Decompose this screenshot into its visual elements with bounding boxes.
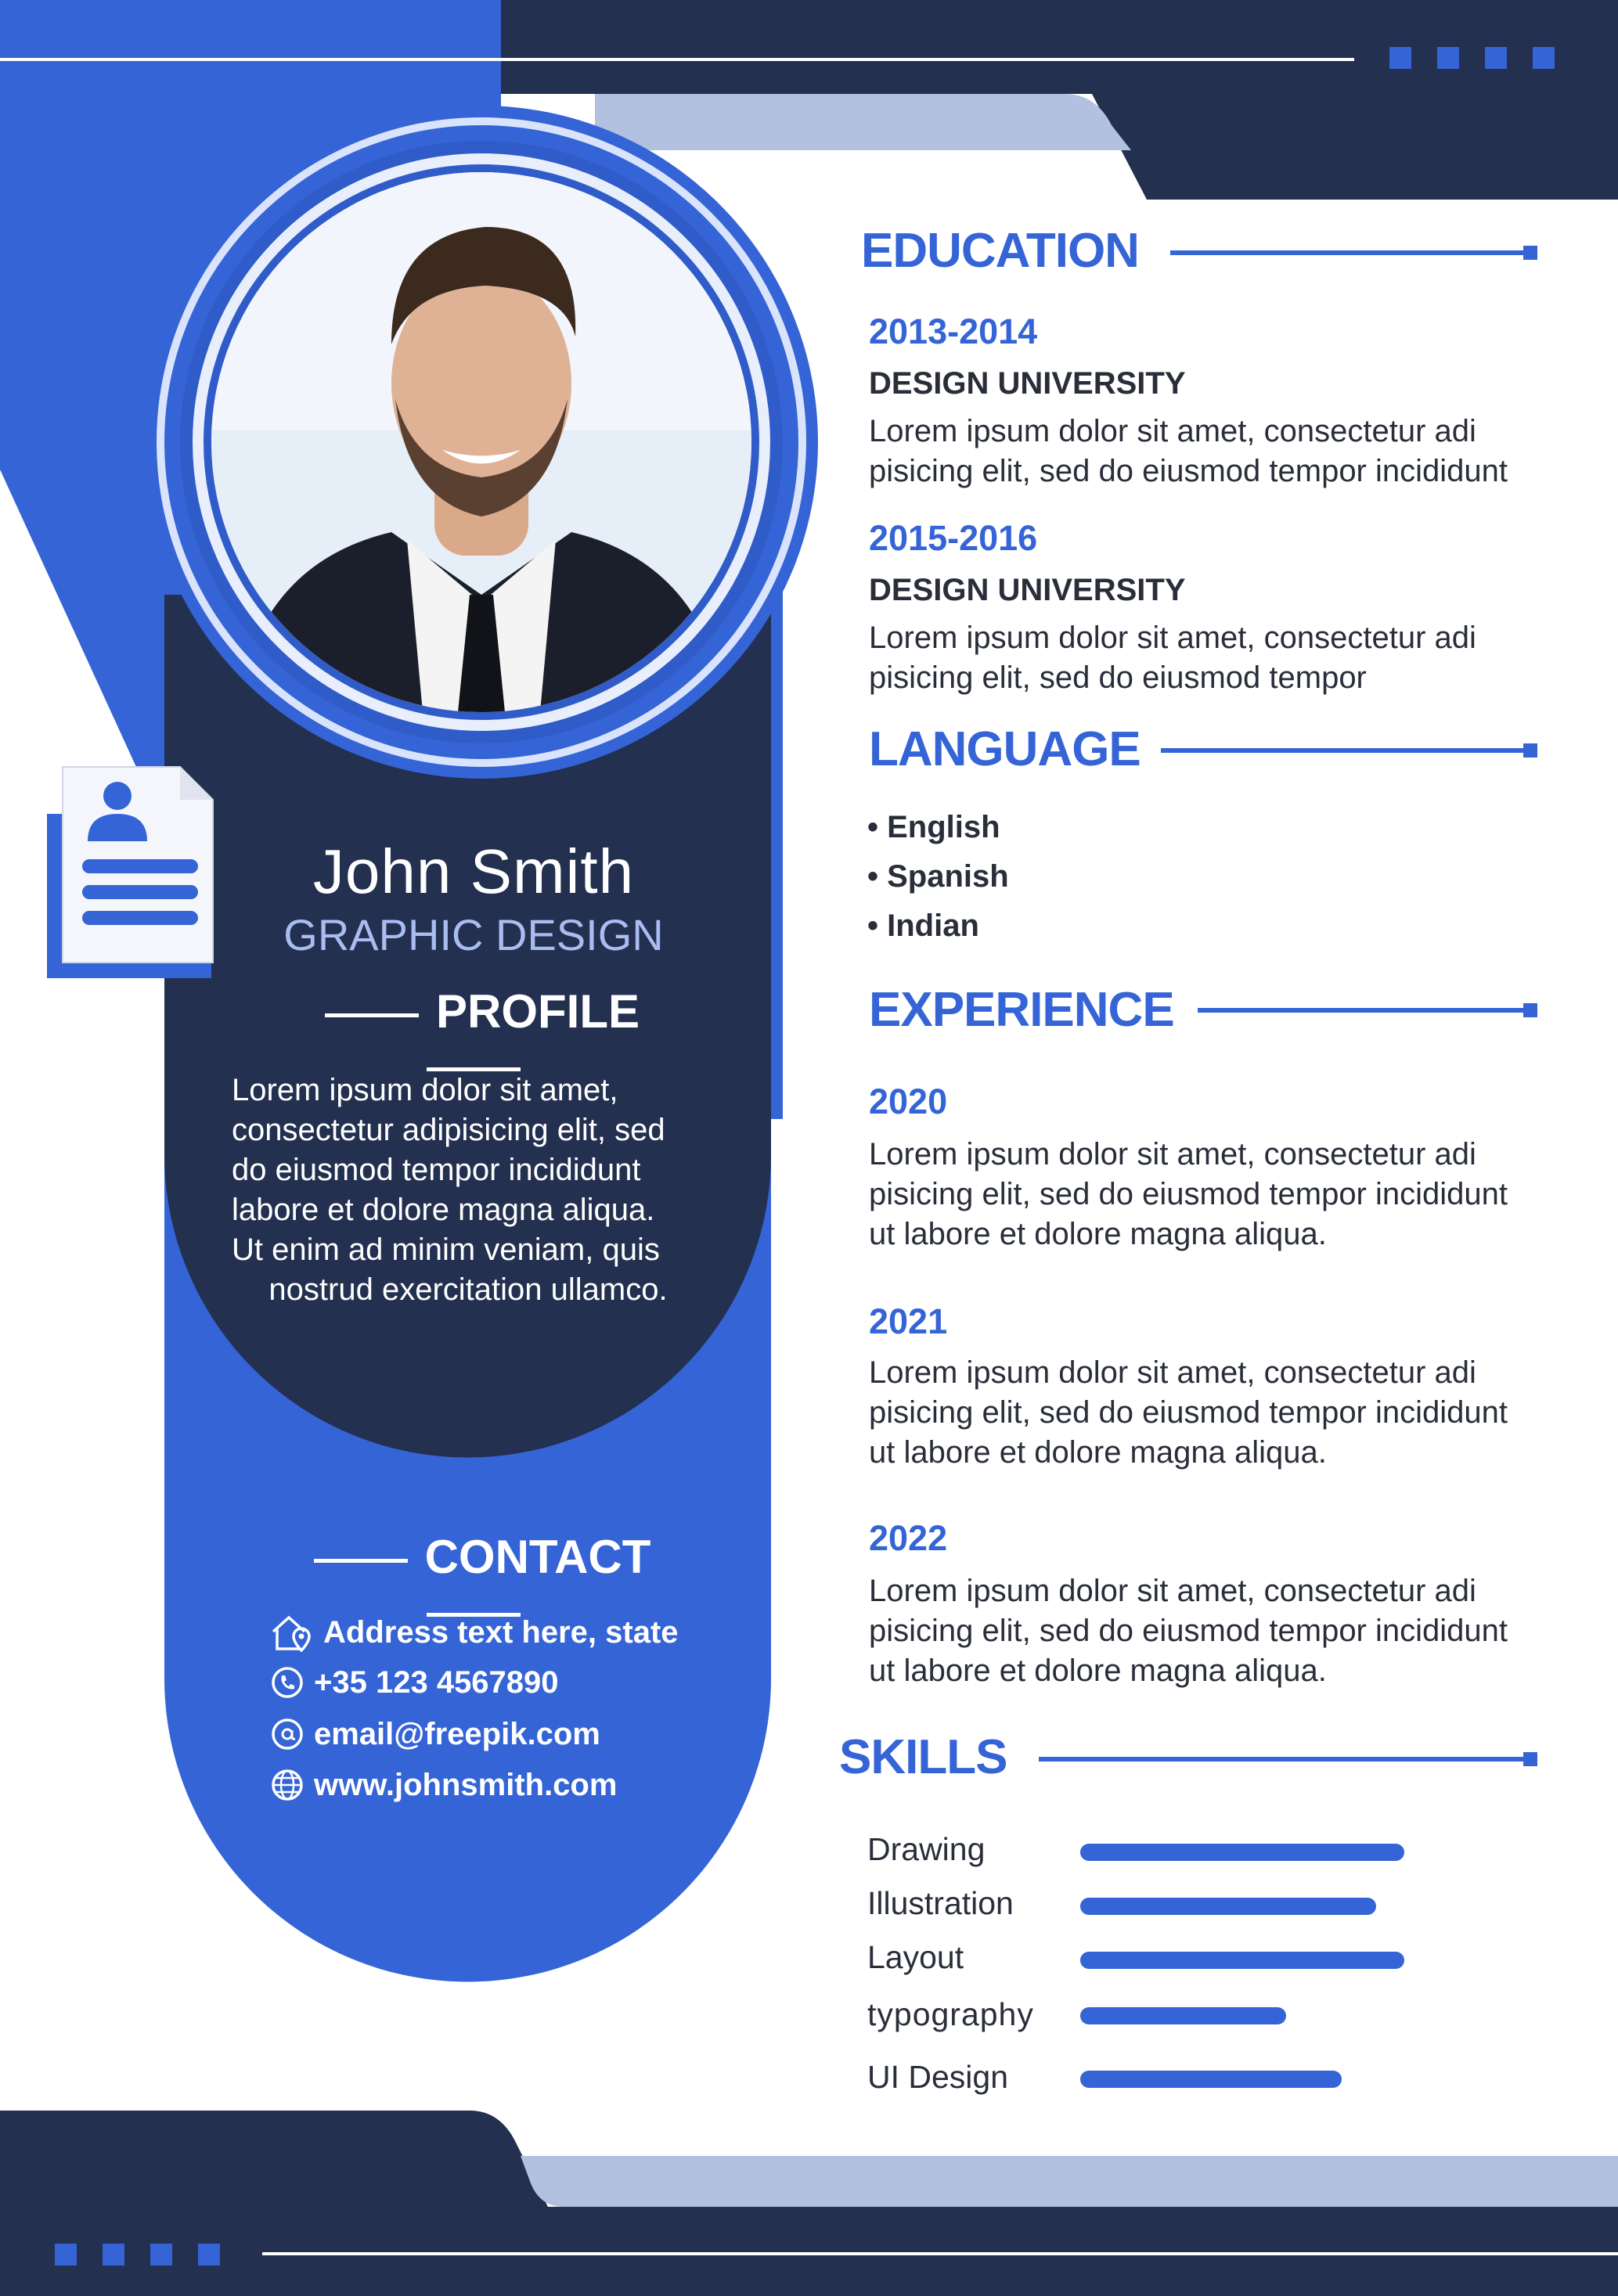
- profile-heading-label: PROFILE: [435, 985, 640, 1038]
- experience-heading: EXPERIENCE: [869, 983, 1174, 1037]
- skill-bar: [1080, 1952, 1404, 1969]
- profile-line: Ut enim ad minim veniam, quis: [232, 1233, 660, 1267]
- heading-rule-end: [1523, 1752, 1537, 1766]
- phone-text[interactable]: +35 123 4567890: [314, 1664, 559, 1700]
- education-line: Lorem ipsum dolor sit amet, consectetur adi: [869, 414, 1476, 448]
- contact-address: [270, 1610, 679, 1654]
- bottom-pale-strip: [521, 2156, 1618, 2207]
- heading-rule: [1170, 250, 1530, 255]
- profile-line: Lorem ipsum dolor sit amet,: [232, 1073, 618, 1107]
- skill-bar: [1080, 1844, 1404, 1861]
- address-text: Address text here, state: [323, 1614, 679, 1650]
- experience-line: Lorem ipsum dolor sit amet, consectetur adi: [869, 1355, 1476, 1390]
- education-year: 2013-2014: [869, 311, 1038, 351]
- skill-label: Illustration: [867, 1885, 1014, 1921]
- bottom-thin-line: [262, 2252, 1618, 2255]
- phone-icon: [270, 1665, 305, 1700]
- skill-label: typography: [867, 1996, 1034, 2032]
- top-thin-line: [0, 58, 1354, 61]
- heading-rule-end: [1523, 743, 1537, 758]
- experience-year: 2020: [869, 1081, 948, 1121]
- language-heading: LANGUAGE: [869, 722, 1141, 776]
- contact-website: [270, 1763, 617, 1807]
- education-school: DESIGN UNIVERSITY: [869, 573, 1186, 607]
- language-item: • Indian: [867, 909, 979, 943]
- experience-line: pisicing elit, sed do eiusmod tempor incididunt: [869, 1395, 1508, 1430]
- language-item: • Spanish: [867, 859, 1009, 894]
- globe-icon: [270, 1768, 305, 1802]
- skills-heading: SKILLS: [839, 1730, 1007, 1784]
- experience-year: 2022: [869, 1518, 948, 1558]
- experience-line: Lorem ipsum dolor sit amet, consectetur adi: [869, 1137, 1476, 1171]
- heading-rule-end: [1523, 246, 1537, 260]
- heading-rule: [1039, 1757, 1530, 1762]
- education-heading: EDUCATION: [861, 224, 1139, 278]
- contact-heading-label: CONTACT: [424, 1531, 651, 1583]
- profile-photo: [211, 172, 751, 712]
- divider-line: [314, 1559, 408, 1563]
- skill-label: Layout: [867, 1939, 964, 1975]
- profile-line: labore et dolore magna aliqua.: [232, 1193, 655, 1227]
- experience-line: Lorem ipsum dolor sit amet, consectetur adi: [869, 1574, 1476, 1608]
- experience-line: pisicing elit, sed do eiusmod tempor incididunt: [869, 1177, 1508, 1211]
- experience-line: ut labore et dolore magna aliqua.: [869, 1217, 1327, 1251]
- language-item: • English: [867, 810, 1000, 844]
- education-line: Lorem ipsum dolor sit amet, consectetur adi: [869, 621, 1476, 655]
- skill-bar: [1080, 2071, 1342, 2088]
- heading-rule-end: [1523, 1003, 1537, 1017]
- skill-label: UI Design: [867, 2059, 1009, 2095]
- profile-line: nostrud exercitation ullamco.: [268, 1272, 668, 1307]
- education-year: 2015-2016: [869, 518, 1038, 558]
- divider-line: [325, 1013, 419, 1017]
- education-school: DESIGN UNIVERSITY: [869, 366, 1186, 401]
- full-name: John Smith: [312, 837, 635, 906]
- email-text[interactable]: email@freepik.com: [314, 1716, 600, 1751]
- contact-phone: [270, 1661, 559, 1704]
- experience-line: ut labore et dolore magna aliqua.: [869, 1435, 1327, 1470]
- heading-rule: [1161, 748, 1530, 753]
- experience-line: ut labore et dolore magna aliqua.: [869, 1654, 1327, 1688]
- contact-email: [270, 1712, 600, 1756]
- profile-line: do eiusmod tempor incididunt: [232, 1153, 641, 1187]
- experience-year: 2021: [869, 1301, 948, 1341]
- at-icon: [270, 1717, 305, 1751]
- job-title: GRAPHIC DESIGN: [283, 910, 664, 959]
- experience-line: pisicing elit, sed do eiusmod tempor incididunt: [869, 1614, 1508, 1648]
- skill-bar: [1080, 1898, 1376, 1915]
- education-line: pisicing elit, sed do eiusmod tempor incididunt: [869, 454, 1508, 488]
- skill-label: Drawing: [867, 1831, 986, 1867]
- profile-line: consectetur adipisicing elit, sed: [232, 1113, 665, 1147]
- education-line: pisicing elit, sed do eiusmod tempor: [869, 660, 1367, 695]
- skill-bar: [1080, 2007, 1286, 2024]
- top-pale-strip: [595, 94, 1131, 150]
- home-location-icon: [270, 1613, 314, 1652]
- website-text[interactable]: www.johnsmith.com: [314, 1767, 618, 1802]
- heading-rule: [1198, 1008, 1530, 1013]
